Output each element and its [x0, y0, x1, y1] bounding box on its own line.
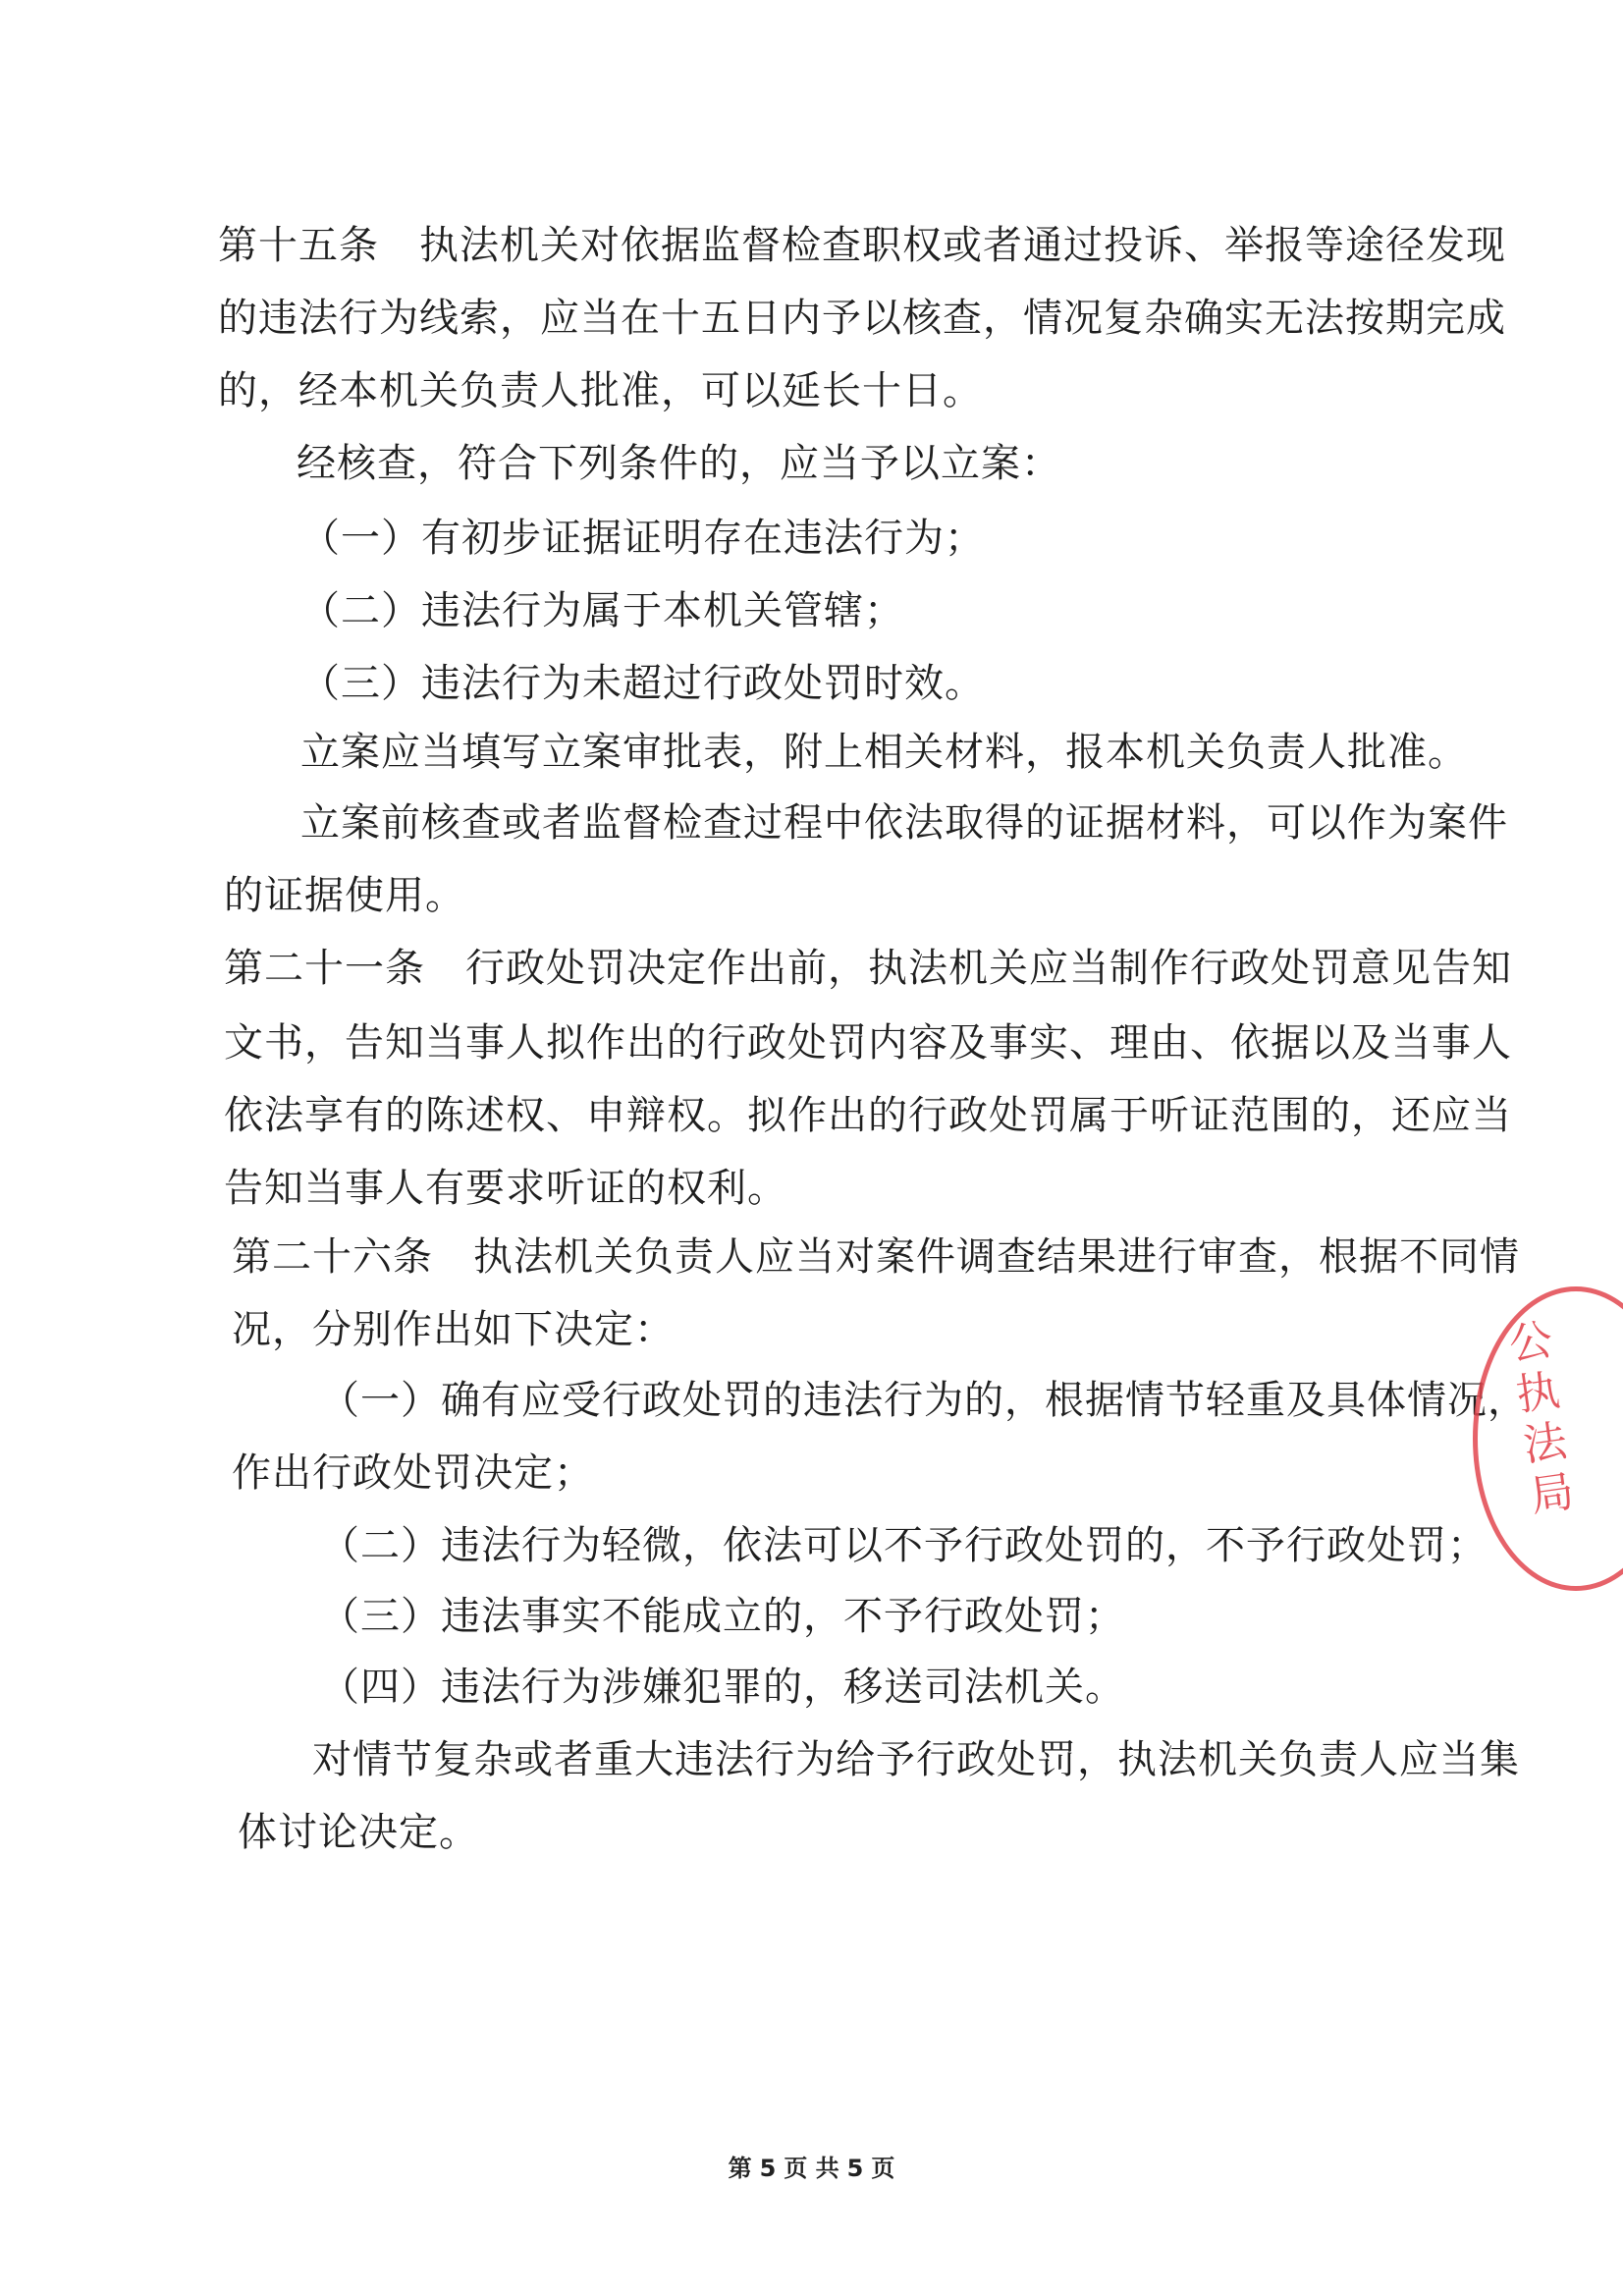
text-line-19: （二）违法行为轻微，依法可以不予行政处罚的，不予行政处罚； [320, 1523, 1488, 1568]
text-line-20: （三）违法事实不能成立的，不予行政处罚； [320, 1594, 1125, 1639]
text-line-17: （一）确有应受行政处罚的违法行为的，根据情节轻重及具体情况， [320, 1378, 1528, 1423]
page-footer [0, 2149, 1623, 2183]
text-line-4: 经核查，符合下列条件的，应当予以立案： [297, 441, 1061, 486]
text-line-9: 立案前核查或者监督检查过程中依法取得的证据材料，可以作为案件 [300, 800, 1508, 846]
text-line-18: 作出行政处罚决定； [232, 1450, 594, 1496]
text-line-14: 告知当事人有要求听证的权利。 [224, 1166, 787, 1211]
text-line-2: 的违法行为线索，应当在十五日内予以核查，情况复杂确实无法按期完成 [218, 296, 1506, 341]
text-line-21: （四）违法行为涉嫌犯罪的，移送司法机关。 [320, 1665, 1125, 1710]
text-line-16: 况，分别作出如下决定： [232, 1307, 675, 1352]
text-line-22: 对情节复杂或者重大违法行为给予行政处罚，执法机关负责人应当集 [312, 1737, 1520, 1782]
footer-middle: 页 共 [784, 2155, 839, 2182]
text-line-6: （二）违法行为属于本机关管辖； [300, 588, 904, 633]
text-line-12: 文书，告知当事人拟作出的行政处罚内容及事实、理由、依据以及当事人 [224, 1020, 1512, 1066]
footer-current-page: 5 [759, 2155, 777, 2182]
text-line-1: 第十五条 执法机关对依据监督检查职权或者通过投诉、举报等途径发现 [218, 223, 1506, 268]
text-line-3: 的，经本机关负责人批准，可以延长十日。 [218, 368, 983, 413]
text-line-7: （三）违法行为未超过行政处罚时效。 [300, 661, 985, 706]
text-line-11: 第二十一条 行政处罚决定作出前，执法机关应当制作行政处罚意见告知 [224, 946, 1512, 991]
official-seal-text: 公 执 法 局 [1505, 1314, 1578, 1522]
footer-total-pages: 5 [846, 2155, 864, 2182]
text-line-10: 的证据使用。 [224, 873, 465, 918]
footer-suffix: 页 [871, 2155, 895, 2182]
text-line-8: 立案应当填写立案审批表，附上相关材料，报本机关负责人批准。 [300, 730, 1468, 775]
text-line-23: 体讨论决定。 [238, 1810, 479, 1855]
text-line-15: 第二十六条 执法机关负责人应当对案件调查结果进行审查，根据不同情 [232, 1234, 1520, 1280]
text-line-5: （一）有初步证据证明存在违法行为； [300, 516, 985, 561]
footer-prefix: 第 [728, 2155, 752, 2182]
text-line-13: 依法享有的陈述权、申辩权。拟作出的行政处罚属于听证范围的，还应当 [224, 1093, 1512, 1138]
